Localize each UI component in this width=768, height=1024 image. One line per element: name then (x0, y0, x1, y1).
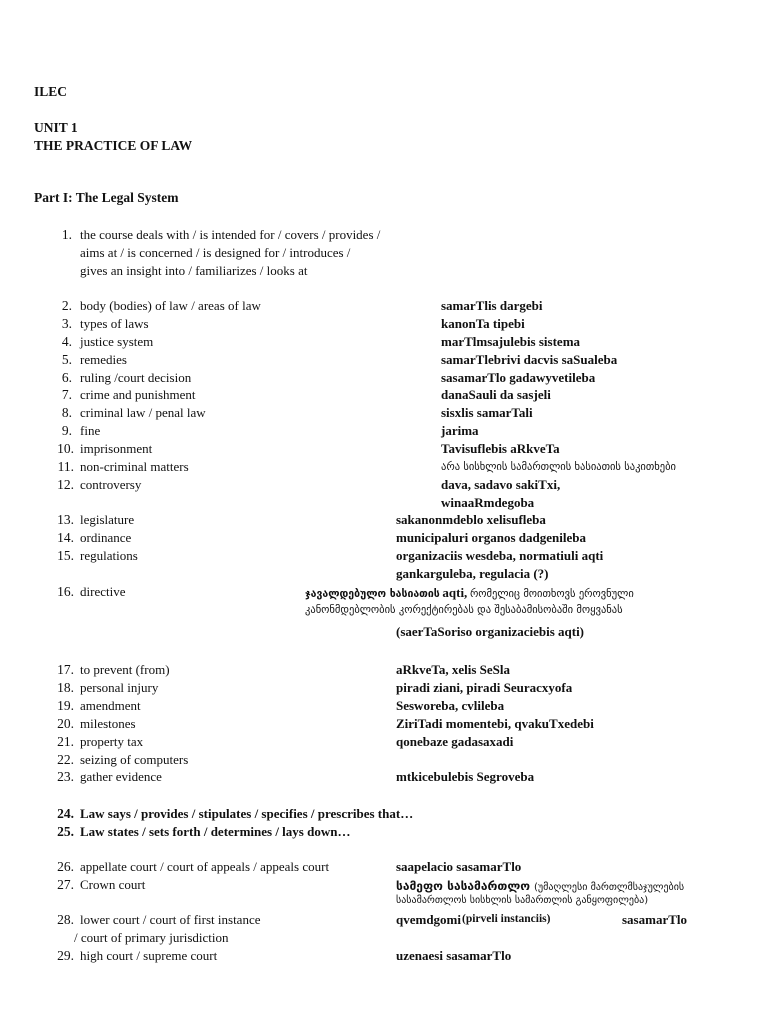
item-number: 23. (57, 769, 74, 784)
item-number: 26. (57, 859, 74, 874)
term-english: imprisonment (80, 441, 153, 456)
item-text-line: gives an insight into / familiarizes / looks at (80, 263, 308, 278)
crown-court-translation (396, 877, 684, 895)
term-english: directive (80, 584, 126, 599)
term-english: criminal law / penal law (80, 405, 206, 420)
term-georgian: uzenaesi sasamarTlo (396, 948, 512, 963)
course-code: ILEC (34, 84, 68, 99)
directive-definition-line (305, 585, 634, 601)
item-number: 24. (57, 806, 74, 821)
item-number: 27. (57, 877, 74, 892)
term-georgian: sasamarTlo (622, 912, 687, 927)
item-number: 21. (57, 734, 74, 749)
item-number: 10. (57, 441, 74, 456)
term-english: property tax (80, 734, 144, 749)
term-english: non-criminal matters (80, 459, 189, 474)
term-english: gather evidence (80, 769, 162, 784)
term-english: milestones (80, 716, 136, 731)
term-georgian: (saerTaSoriso organizaciebis aqti) (396, 624, 585, 639)
item-number: 16. (57, 584, 74, 599)
term-georgian: sasamarTlo gadawyvetileba (441, 370, 596, 385)
item-number: 17. (57, 662, 74, 677)
item-number: 1. (61, 227, 72, 242)
term-english: justice system (80, 334, 154, 349)
item-number: 25. (57, 824, 74, 839)
term-georgian: kanonTa tipebi (441, 316, 525, 331)
term-georgian: sisxlis samarTali (441, 405, 533, 420)
item-text-line: aims at / is concerned / is designed for / introduces / (80, 245, 351, 260)
item-number: 3. (61, 316, 72, 331)
term-georgian: samarTlis dargebi (441, 298, 543, 313)
term-english: remedies (80, 352, 127, 367)
term-english: high court / supreme court (80, 948, 218, 963)
georgian-fragment: ჯავალდებულო ხასიათის (305, 588, 440, 600)
term-english: seizing of computers (80, 752, 189, 767)
term-georgian: mtkicebulebis Segroveba (396, 769, 535, 784)
term-georgian: Sesworeba, cvlileba (396, 698, 505, 713)
item-number: 18. (57, 680, 74, 695)
term-georgian: saapelacio sasamarTlo (396, 859, 522, 874)
item-number: 11. (57, 459, 74, 474)
law-phrase: Law says / provides / stipulates / specifies / prescribes that… (80, 806, 414, 821)
latin-fragment: aqti, (442, 585, 468, 600)
term-georgian: winaaRmdegoba (441, 495, 535, 510)
item-number: 22. (57, 752, 74, 767)
item-number: 12. (57, 477, 74, 492)
term-english: regulations (80, 548, 138, 563)
term-georgian: piradi ziani, piradi Seuracxyofa (396, 680, 573, 695)
item-number: 29. (57, 948, 74, 963)
term-georgian: danaSauli da sasjeli (441, 387, 551, 402)
item-number: 2. (61, 298, 72, 313)
term-georgian: marTlmsajulebis sistema (441, 334, 581, 349)
term-english: appellate court / court of appeals / appeals court (80, 859, 330, 874)
term-english: types of laws (80, 316, 149, 331)
unit-number: UNIT 1 (34, 120, 78, 135)
term-georgian: samarTlebrivi dacvis saSualeba (441, 352, 618, 367)
item-number: 7. (61, 387, 72, 402)
term-english: fine (80, 423, 101, 438)
item-number: 14. (57, 530, 74, 545)
term-english: body (bodies) of law / areas of law (80, 298, 261, 313)
term-georgian: municipaluri organos dadgenileba (396, 530, 586, 545)
term-georgian: qvemdgomi (396, 912, 461, 927)
term-georgian: (pirveli instanciis) (462, 913, 551, 925)
term-georgian-script: არა სისხლის სამართლის ხასიათის საკითხები (441, 461, 676, 473)
georgian-fragment: სამეფო სასამართლო (396, 879, 530, 893)
item-number: 28. (57, 912, 74, 927)
term-georgian: organizaciis wesdeba, normatiuli aqti (396, 548, 604, 563)
term-georgian: dava, sadavo sakiTxi, (441, 477, 561, 492)
item-number: 5. (61, 352, 72, 367)
term-georgian: jarima (441, 423, 479, 438)
item-number: 13. (57, 512, 74, 527)
item-number: 19. (57, 698, 74, 713)
term-english: ruling /court decision (80, 370, 192, 385)
term-english: to prevent (from) (80, 662, 170, 677)
term-english: Crown court (80, 877, 146, 892)
item-number: 9. (61, 423, 72, 438)
term-georgian: Tavisuflebis aRkveTa (441, 441, 560, 456)
term-english: amendment (80, 698, 141, 713)
term-english: lower court / court of first instance (80, 912, 261, 927)
part-heading: Part I: The Legal System (34, 190, 179, 205)
term-georgian: qonebaze gadasaxadi (396, 734, 514, 749)
item-number: 15. (57, 548, 74, 563)
item-number: 8. (61, 405, 72, 420)
term-english: / court of primary jurisdiction (74, 930, 229, 945)
item-text-line: the course deals with / is intended for / covers / provides / (80, 227, 381, 242)
term-georgian: gankarguleba, regulacia (?) (396, 566, 549, 581)
term-georgian-script: სასამართლოს სისხლის სამართლის განყოფილება) (396, 895, 649, 906)
term-georgian: aRkveTa, xelis SeSla (396, 662, 511, 677)
term-english: crime and punishment (80, 387, 196, 402)
item-number: 4. (61, 334, 72, 349)
georgian-fragment: (უმაღლესი მართლმსაჯულების (534, 882, 685, 893)
term-english: personal injury (80, 680, 159, 695)
law-phrase: Law states / sets forth / determines / lays down… (80, 824, 351, 839)
item-number: 20. (57, 716, 74, 731)
term-georgian: sakanonmdeblo xelisufleba (396, 512, 546, 527)
unit-title: THE PRACTICE OF LAW (34, 138, 193, 153)
term-english: legislature (80, 512, 135, 527)
directive-definition-line: კანონმდებლობის კორექტირებას და შესაბამისობაში მოყვანას (305, 604, 623, 616)
term-english: controversy (80, 477, 142, 492)
georgian-fragment: რომელიც მოითხოვს ეროვნული (469, 588, 634, 600)
term-georgian: ZiriTadi momentebi, qvakuTxedebi (396, 716, 594, 731)
item-number: 6. (61, 370, 72, 385)
term-english: ordinance (80, 530, 132, 545)
